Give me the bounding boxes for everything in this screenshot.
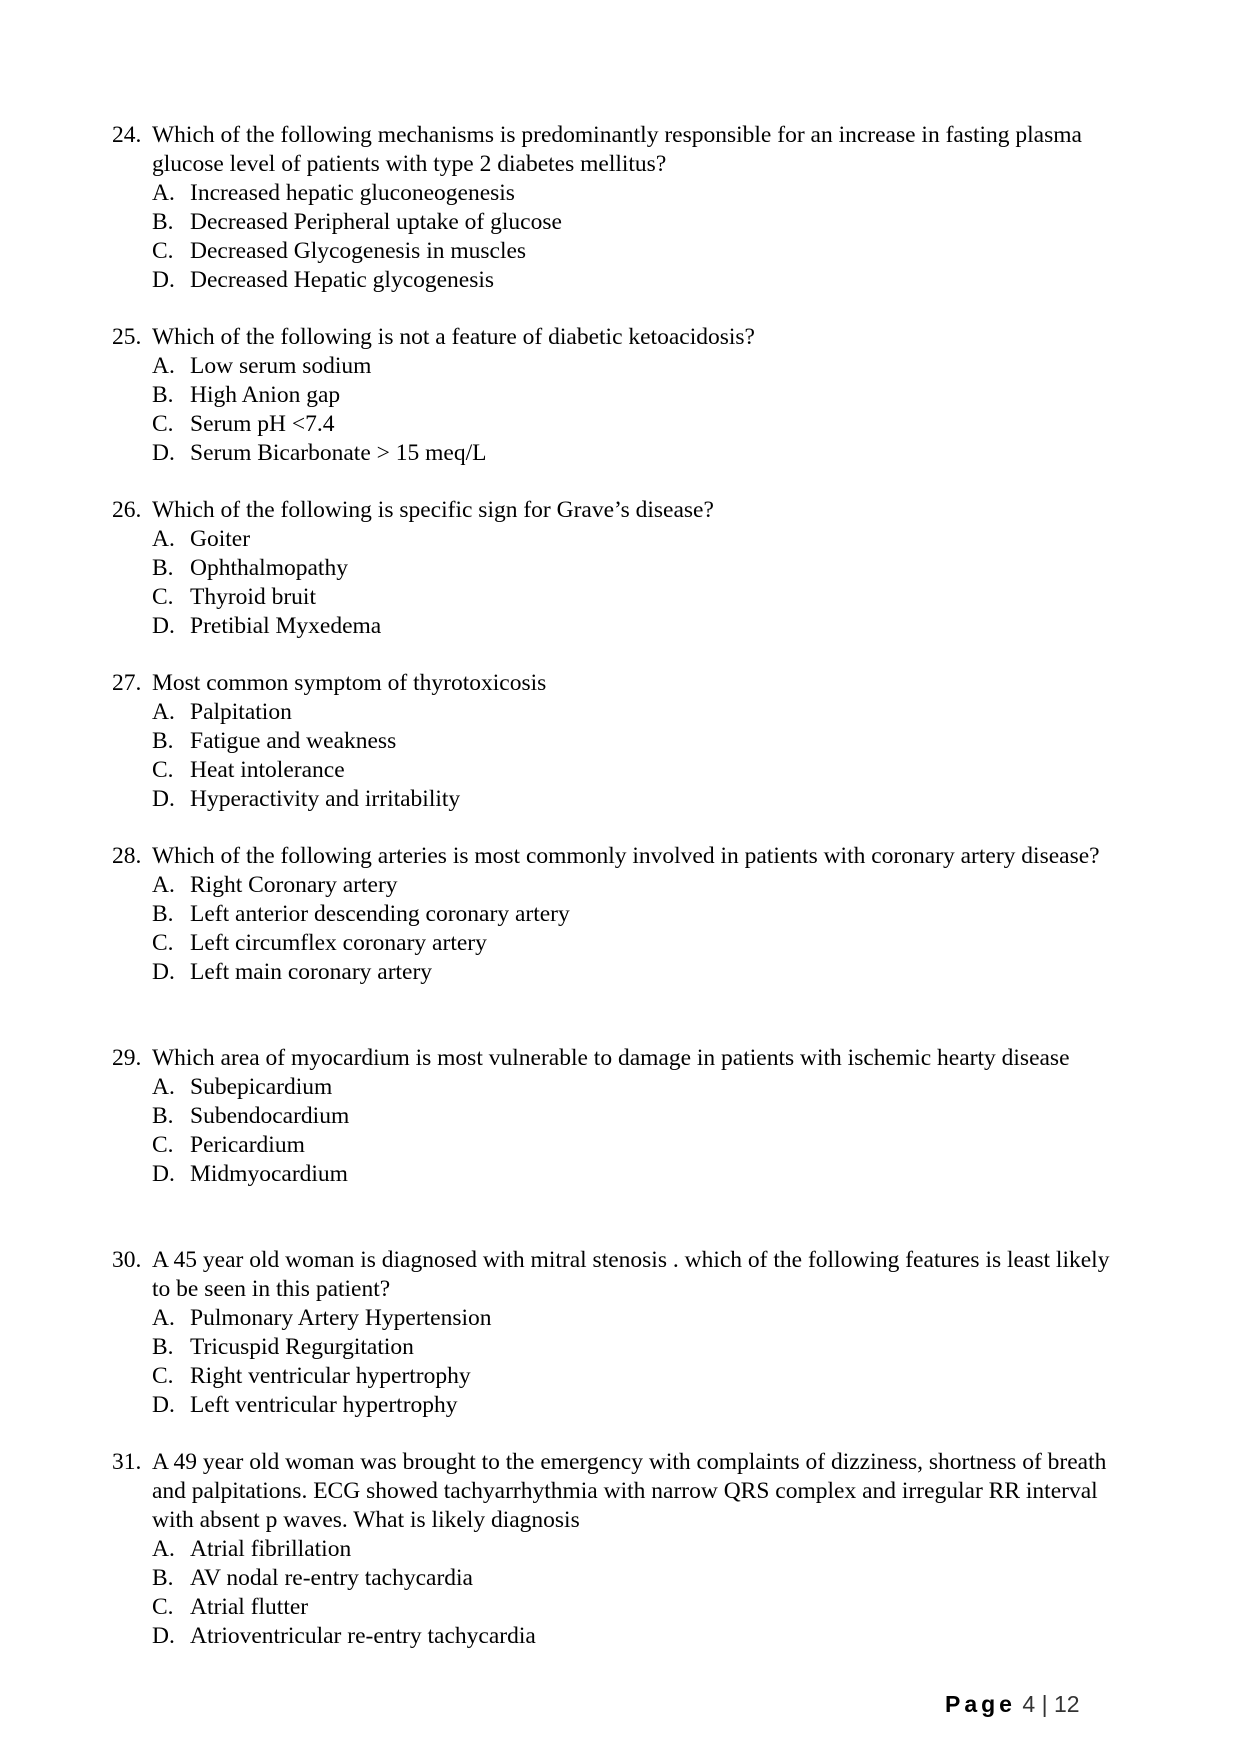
question-text: Which area of myocardium is most vulnerable to damage in patients with ischemic hearty disease bbox=[152, 1045, 1070, 1071]
question-number: 28. bbox=[112, 843, 142, 869]
question-24 bbox=[112, 121, 1112, 295]
option-list bbox=[112, 179, 1112, 295]
option-text: Decreased Glycogenesis in muscles bbox=[190, 238, 527, 264]
option-list bbox=[112, 352, 1112, 468]
question-26 bbox=[112, 496, 1112, 641]
question-text: Which of the following arteries is most commonly involved in patients with coronary artery disease? bbox=[152, 843, 1100, 869]
option-d bbox=[112, 785, 1112, 814]
option-a bbox=[112, 871, 1112, 900]
question-stem bbox=[112, 1448, 1112, 1535]
option-d bbox=[112, 612, 1112, 641]
option-text: Pretibial Myxedema bbox=[190, 613, 382, 639]
option-letter: D. bbox=[152, 959, 175, 985]
option-text: Low serum sodium bbox=[190, 353, 372, 379]
option-letter: B. bbox=[152, 1334, 174, 1360]
option-text: Left main coronary artery bbox=[190, 959, 433, 985]
total-pages: 12 bbox=[1053, 1691, 1080, 1717]
question-number: 30. bbox=[112, 1247, 142, 1273]
option-letter: C. bbox=[152, 1132, 174, 1158]
current-page-number: 4 bbox=[1022, 1691, 1036, 1717]
option-text: Pulmonary Artery Hypertension bbox=[190, 1305, 492, 1331]
question-text: Which of the following is not a feature of diabetic ketoacidosis? bbox=[152, 324, 755, 350]
option-b bbox=[112, 900, 1112, 929]
option-text: Left anterior descending coronary artery bbox=[190, 901, 570, 927]
question-27 bbox=[112, 669, 1112, 814]
question-number: 27. bbox=[112, 670, 142, 696]
option-letter: A. bbox=[152, 1536, 175, 1562]
option-letter: B. bbox=[152, 555, 174, 581]
option-list bbox=[112, 871, 1112, 987]
option-text: Serum Bicarbonate > 15 meq/L bbox=[190, 440, 487, 466]
option-letter: B. bbox=[152, 1103, 174, 1129]
option-letter: B. bbox=[152, 728, 174, 754]
option-text: Subepicardium bbox=[190, 1074, 333, 1100]
option-letter: B. bbox=[152, 901, 174, 927]
option-letter: D. bbox=[152, 786, 175, 812]
option-b bbox=[112, 381, 1112, 410]
question-stem bbox=[112, 121, 1112, 179]
question-number: 26. bbox=[112, 497, 142, 523]
question-number: 24. bbox=[112, 122, 142, 148]
option-d bbox=[112, 1160, 1112, 1189]
question-stem bbox=[112, 1044, 1112, 1073]
option-b bbox=[112, 1333, 1112, 1362]
option-letter: D. bbox=[152, 440, 175, 466]
option-text: Hyperactivity and irritability bbox=[190, 786, 461, 812]
option-b bbox=[112, 1564, 1112, 1593]
question-text: Which of the following is specific sign for Grave’s disease? bbox=[152, 497, 714, 523]
option-letter: A. bbox=[152, 526, 175, 552]
option-d bbox=[112, 439, 1112, 468]
option-d bbox=[112, 266, 1112, 295]
option-letter: A. bbox=[152, 1305, 175, 1331]
option-letter: A. bbox=[152, 699, 175, 725]
question-text: A 49 year old woman was brought to the emergency with complaints of dizziness, shortness of breath and palpitations. ECG showed tachyarrhythmia with narrow QRS complex and irregular RR interval with absent p waves. What is likely diagnosis bbox=[152, 1449, 1107, 1533]
page-label: Page bbox=[945, 1691, 1016, 1717]
question-text: A 45 year old woman is diagnosed with mitral stenosis . which of the following features is least likely to be seen in this patient? bbox=[152, 1247, 1110, 1302]
option-text: Palpitation bbox=[190, 699, 292, 725]
option-a bbox=[112, 179, 1112, 208]
question-25 bbox=[112, 323, 1112, 468]
question-number: 31. bbox=[112, 1449, 142, 1475]
option-text: Right Coronary artery bbox=[190, 872, 398, 898]
option-text: Midmyocardium bbox=[190, 1161, 348, 1187]
option-c bbox=[112, 929, 1112, 958]
option-text: Goiter bbox=[190, 526, 251, 552]
option-text: Ophthalmopathy bbox=[190, 555, 348, 581]
option-a bbox=[112, 525, 1112, 554]
option-b bbox=[112, 727, 1112, 756]
option-text: Thyroid bruit bbox=[190, 584, 316, 610]
option-list bbox=[112, 1073, 1112, 1189]
option-letter: B. bbox=[152, 1565, 174, 1591]
option-text: Decreased Hepatic glycogenesis bbox=[190, 267, 495, 293]
option-b bbox=[112, 208, 1112, 237]
option-text: Decreased Peripheral uptake of glucose bbox=[190, 209, 562, 235]
question-stem bbox=[112, 669, 1112, 698]
question-text: Which of the following mechanisms is predominantly responsible for an increase in fasting plasma glucose level of patients with type 2 diabetes mellitus? bbox=[152, 122, 1082, 177]
option-text: Left ventricular hypertrophy bbox=[190, 1392, 458, 1418]
option-text: Atrial flutter bbox=[190, 1594, 309, 1620]
option-letter: C. bbox=[152, 1594, 174, 1620]
page-footer bbox=[945, 1690, 1080, 1718]
option-letter: A. bbox=[152, 1074, 175, 1100]
page-separator: | bbox=[1041, 1691, 1048, 1717]
question-text: Most common symptom of thyrotoxicosis bbox=[152, 670, 547, 696]
option-letter: C. bbox=[152, 411, 174, 437]
question-31 bbox=[112, 1448, 1112, 1651]
option-text: Atrial fibrillation bbox=[190, 1536, 352, 1562]
option-c bbox=[112, 756, 1112, 785]
option-c bbox=[112, 583, 1112, 612]
option-letter: C. bbox=[152, 757, 174, 783]
option-text: Heat intolerance bbox=[190, 757, 345, 783]
option-a bbox=[112, 1073, 1112, 1102]
option-a bbox=[112, 1304, 1112, 1333]
option-a bbox=[112, 698, 1112, 727]
question-29 bbox=[112, 1044, 1112, 1189]
option-c bbox=[112, 1593, 1112, 1622]
option-letter: C. bbox=[152, 1363, 174, 1389]
question-stem bbox=[112, 1246, 1112, 1304]
option-letter: A. bbox=[152, 353, 175, 379]
option-text: Serum pH <7.4 bbox=[190, 411, 335, 437]
option-list bbox=[112, 525, 1112, 641]
option-c bbox=[112, 1362, 1112, 1391]
option-d bbox=[112, 1622, 1112, 1651]
option-c bbox=[112, 237, 1112, 266]
option-text: Subendocardium bbox=[190, 1103, 350, 1129]
option-text: Tricuspid Regurgitation bbox=[190, 1334, 414, 1360]
option-c bbox=[112, 410, 1112, 439]
question-stem bbox=[112, 323, 1112, 352]
option-letter: D. bbox=[152, 1161, 175, 1187]
option-b bbox=[112, 554, 1112, 583]
option-text: Pericardium bbox=[190, 1132, 305, 1158]
option-text: Fatigue and weakness bbox=[190, 728, 397, 754]
question-30 bbox=[112, 1246, 1112, 1420]
option-a bbox=[112, 352, 1112, 381]
option-letter: D. bbox=[152, 1392, 175, 1418]
option-letter: A. bbox=[152, 180, 175, 206]
option-letter: C. bbox=[152, 584, 174, 610]
option-c bbox=[112, 1131, 1112, 1160]
option-list bbox=[112, 698, 1112, 814]
option-d bbox=[112, 1391, 1112, 1420]
question-stem bbox=[112, 842, 1112, 871]
question-stem bbox=[112, 496, 1112, 525]
option-list bbox=[112, 1535, 1112, 1651]
option-a bbox=[112, 1535, 1112, 1564]
option-b bbox=[112, 1102, 1112, 1131]
option-letter: D. bbox=[152, 267, 175, 293]
option-text: Right ventricular hypertrophy bbox=[190, 1363, 471, 1389]
option-letter: D. bbox=[152, 1623, 175, 1649]
question-number: 25. bbox=[112, 324, 142, 350]
option-letter: A. bbox=[152, 872, 175, 898]
option-text: AV nodal re-entry tachycardia bbox=[190, 1565, 473, 1591]
option-text: Increased hepatic gluconeogenesis bbox=[190, 180, 515, 206]
option-text: Left circumflex coronary artery bbox=[190, 930, 487, 956]
option-text: High Anion gap bbox=[190, 382, 341, 408]
option-letter: D. bbox=[152, 613, 175, 639]
question-number: 29. bbox=[112, 1045, 142, 1071]
option-letter: C. bbox=[152, 930, 174, 956]
option-d bbox=[112, 958, 1112, 987]
option-list bbox=[112, 1304, 1112, 1420]
option-text: Atrioventricular re-entry tachycardia bbox=[190, 1623, 536, 1649]
option-letter: B. bbox=[152, 382, 174, 408]
option-letter: B. bbox=[152, 209, 174, 235]
option-letter: C. bbox=[152, 238, 174, 264]
question-28 bbox=[112, 842, 1112, 987]
